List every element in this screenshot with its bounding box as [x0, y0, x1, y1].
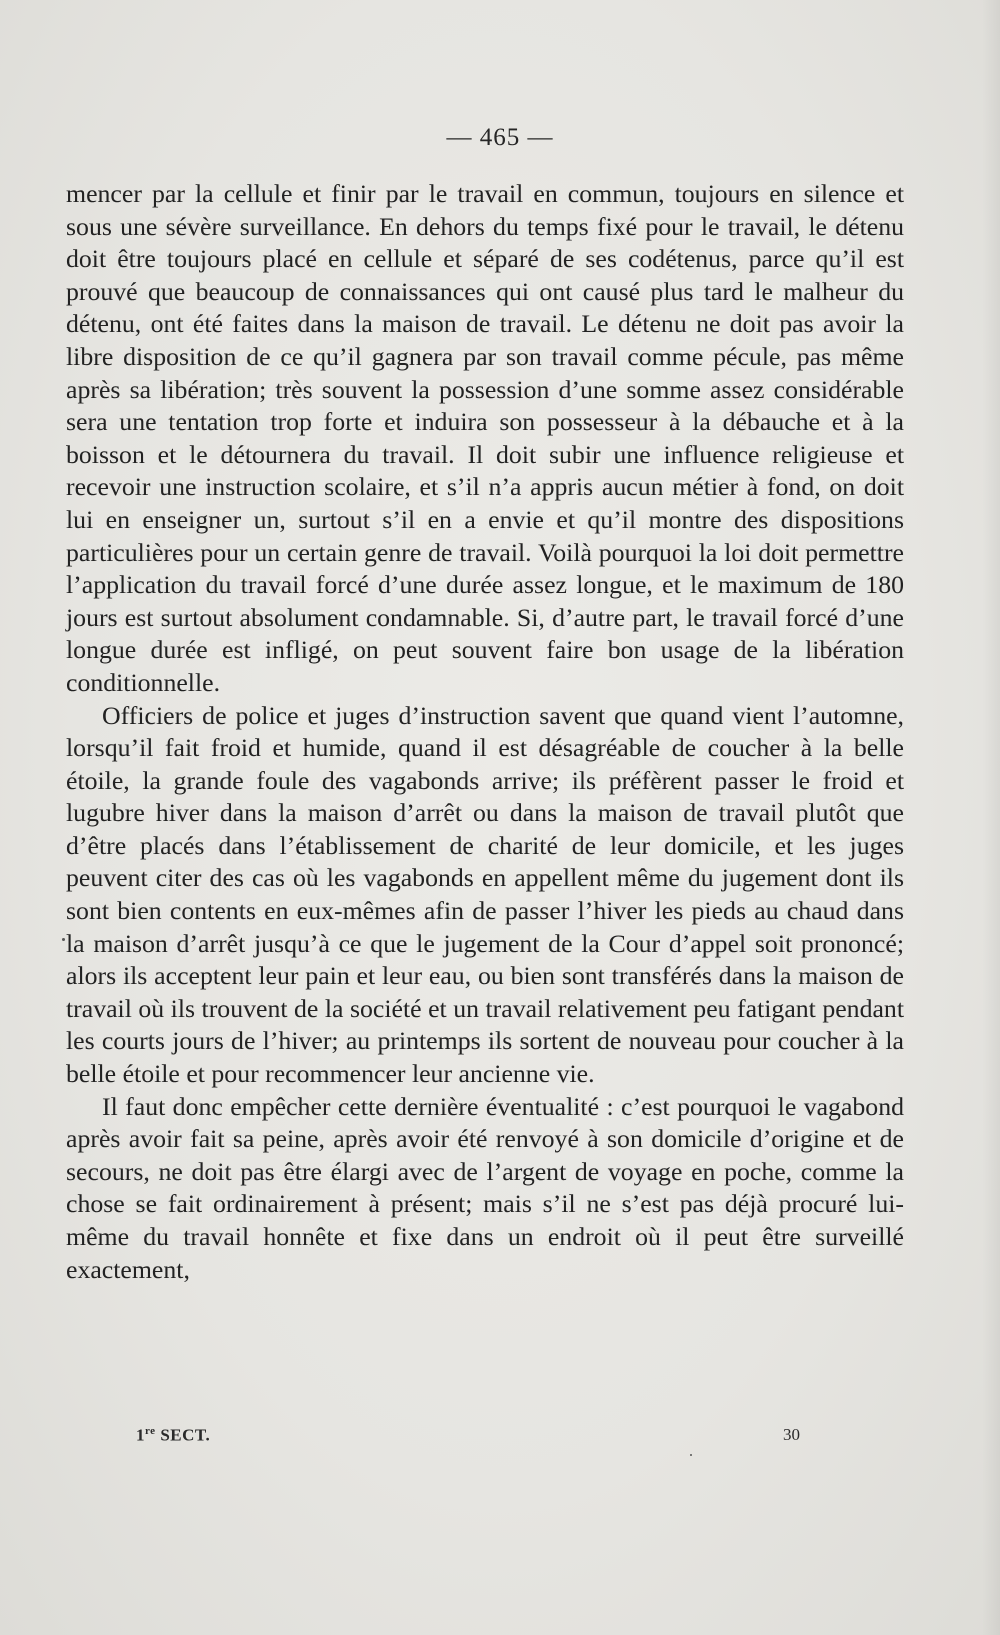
- body-text: [66, 178, 904, 1286]
- page-number-header: — 465 —: [446, 124, 554, 151]
- page-edge-shadow: [982, 0, 1000, 1635]
- paragraph-2: Officiers de police et juges d’instruction savent que quand vient l’automne, lorsqu’il fait froid et humide, quand il est désagréable de coucher à la belle étoile, la grande foule des vagabonds arrive; ils préfèrent passer le froid et lugubre hiver dans la maison d’arrêt ou dans la maison de travail plutôt que d’être placés dans l’établissement de charité de leur domicile, et les juges peuvent citer des cas où les vagabonds en appellent même du jugement dont ils sont bien contents en eux-mêmes afin de passer l’hiver les pieds au chaud dans la maison d’arrêt jusqu’à ce que le jugement de la Cour d’appel soit prononcé; alors ils acceptent leur pain et leur eau, ou bien sont transférés dans la maison de travail où ils trouvent de la société et un travail relativement peu fatigant pendant les courts jours de l’hiver; au printemps ils sortent de nouveau pour coucher à la belle étoile et pour recommencer leur ancienne vie.: [66, 700, 904, 1089]
- signature-ordinal: 1: [136, 1425, 145, 1445]
- paper-speck: [62, 938, 65, 941]
- paragraph-3: Il faut donc empêcher cette dernière éventualité : c’est pourquoi le vagabond après avoir fait sa peine, après avoir été renvoyé à son domicile d’origine et de secours, ne doit pas être élargi avec de l’argent de voyage en poche, comme la chose se fait ordinairement à présent; mais s’il ne s’est pas déjà procuré lui-même du travail honnête et fixe dans un endroit où il peut être surveillé exactement,: [66, 1091, 904, 1284]
- signature-superscript: re: [145, 1425, 156, 1437]
- signature-text: SECT.: [155, 1425, 211, 1445]
- paragraph-1: mencer par la cellule et finir par le travail en commun, toujours en silence et sous une sévère surveillance. En dehors du temps fixé pour le travail, le détenu doit être toujours placé en cellule et séparé de ses codétenus, parce qu’il est prouvé que beaucoup de connaissances qui ont causé plus tard le malheur du détenu, ont été faites dans la maison de travail. Le détenu ne doit pas avoir la libre disposition de ce qu’il gagnera par son travail comme pécule, pas même après sa libération; très souvent la possession d’une somme assez considérable sera une tentation trop forte et induira son possesseur à la débauche et à la boisson et le détournera du travail. Il doit subir une influence religieuse et recevoir une instruction scolaire, et s’il n’a appris aucun métier à fond, on doit lui en enseigner un, surtout s’il en a envie et qu’il montre des dispositions particulières pour un certain genre de travail. Voilà pourquoi la loi doit permettre l’application du travail forcé d’une durée assez longue, et le maximum de 180 jours est surtout absolument condamnable. Si, d’autre part, le travail forcé d’une longue durée est infligé, on peut souvent faire bon usage de la libération conditionnelle.: [66, 179, 904, 697]
- paper-speck: [690, 1454, 692, 1456]
- signature-mark: [136, 1425, 210, 1446]
- sheet-number: 30: [783, 1425, 800, 1444]
